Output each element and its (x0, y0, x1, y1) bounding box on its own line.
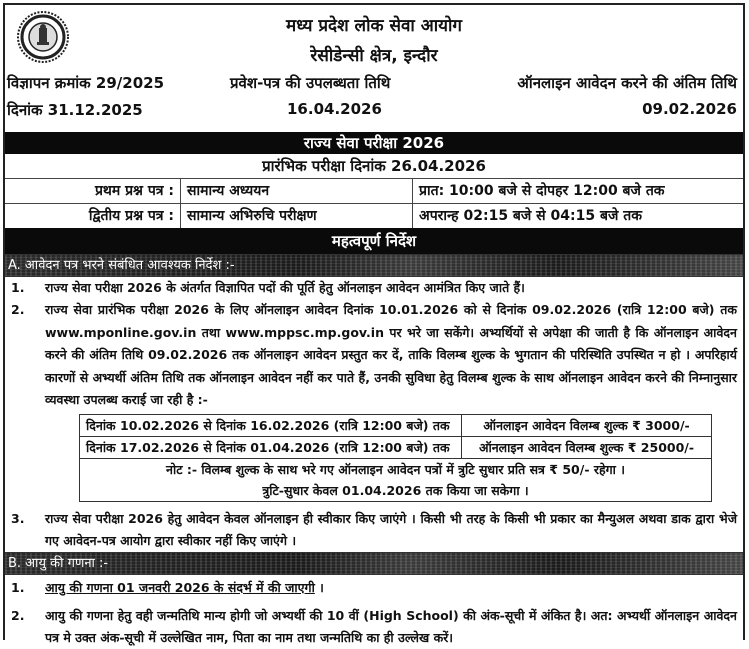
fee-note-line1: नोट :- विलम्ब शुल्क के साथ भरे गए ऑनलाइन आवेदन पत्रों में त्रुटि सुधार प्रति सत्र ₹ 50/- रहेगा । (166, 461, 625, 477)
paper-label: द्वितीय प्रश्न पत्र : (5, 204, 181, 228)
item-text: आयु की गणना हेतु वही जन्मतिथि मान्य होगी जो अभ्यर्थी की 10 वीं (High School) की अंक-सूची में अंकित है। अत: अभ्यर्थी ऑनलाइन आवेदन पत्र मे उक्त अंक-सूची में उल्लेखित नाम, पिता का नाम तथा जन्मतिथि का ही उल्लेख करें। (45, 607, 737, 645)
paper-subject: सामान्य अभिरुचि परीक्षण (181, 204, 413, 228)
paper-row (5, 204, 743, 228)
list-item (5, 299, 743, 412)
section-b-header: B. आयु की गणना :- (5, 552, 743, 575)
fee-period: दिनांक 10.02.2026 से दिनांक 16.02.2026 (रात्रि 12:00 बजे) तक (80, 415, 462, 436)
item-number: 2. (11, 302, 25, 317)
fee-amount: ऑनलाइन आवेदन विलम्ब शुल्क ₹ 25000/- (478, 439, 695, 455)
fee-note-line2: त्रुटि-सुधार केवल 01.04.2026 तक किया जा सकेगा । (262, 482, 529, 498)
item-number: 1. (11, 579, 25, 595)
prelim-date (5, 154, 743, 179)
item-number: 1. (11, 280, 25, 295)
section-a-header: A. आवेदन पत्र भरने संबंधित आवश्यक निर्देश :- (5, 254, 743, 277)
exam-title: राज्य सेवा परीक्षा 2026 (5, 132, 743, 154)
item-text: राज्य सेवा परीक्षा 2026 के अंतर्गत विज्ञापित पदों की पूर्ति हेतु ऑनलाइन आवेदन आमंत्रित किए जाते हैं। (45, 280, 525, 295)
org-name: मध्य प्रदेश लोक सेवा आयोग (286, 16, 462, 36)
item-text-wrap (45, 577, 743, 599)
fee-amount: ऑनलाइन आवेदन विलम्ब शुल्क ₹ 3000/- (483, 417, 690, 433)
item-text: राज्य सेवा परीक्षा 2026 हेतु आवेदन केवल ऑनलाइन ही स्वीकार किए जाएंगे । किसी भी तरह के किसी भी प्रकार का मैन्युअल अथवा डाक द्वारा भेजे गए आवेदन-पत्र आयोग द्वारा स्वीकार नहीं किए जाएंगे । (45, 510, 737, 548)
list-item (5, 277, 743, 299)
notice-header (5, 5, 743, 132)
list-item (5, 577, 743, 599)
admit-card-date: 16.04.2026 (287, 100, 382, 118)
item-suffix: । (314, 579, 324, 595)
paper-label: प्रथम प्रश्न पत्र : (5, 179, 181, 203)
last-date-label: ऑनलाइन आवेदन करने की अंतिम तिथि (517, 74, 737, 92)
fee-period: दिनांक 17.02.2026 से दिनांक 01.04.2026 (रात्रि 12:00 बजे) तक (80, 437, 462, 458)
item-number: 3. (11, 510, 25, 526)
item-text: राज्य सेवा प्रारंभिक परीक्षा 2026 के लिए ऑनलाइन आवेदन दिनांक 10.01.2026 को से दिनांक 09.02.2026 (रात्रि 12:00 बजे) तक www.mponline.gov.in तथा www.mppsc.mp.gov.in पर भरे जा सकेंगे। अभ्यर्थियों से अपेक्षा की जाती है कि ऑनलाइन आवेदन करने की अंतिम तिथि 09.02.2026 तक ऑनलाइन आवेदन प्रस्तुत कर दें, ताकि विलम्ब शुल्क के भुगतान की परिस्थिति उपस्थित न हो । अपरिहार्य कारणों से अभ्यर्थी अंतिम तिथि तक ऑनलाइन आवेदन नहीं कर पाते हैं, उनकी सुविधा हेतु विलम्ब शुल्क के साथ ऑनलाइन आवेदन करने की निम्नानुसार व्यवस्था उपलब्ध कराई जा रही है :- (45, 302, 737, 407)
late-fee-row (80, 415, 711, 437)
org-address: रेसीडेन्सी क्षेत्र, इन्दौर (310, 46, 438, 66)
advt-date: दिनांक 31.12.2025 (7, 101, 143, 119)
paper-row (5, 179, 743, 204)
paper-subject: सामान्य अध्ययन (181, 179, 413, 203)
list-item (5, 508, 743, 552)
important-instructions-title: महत्वपूर्ण निर्देश (5, 228, 743, 254)
list-item (5, 605, 743, 649)
paper-time: प्रात: 10:00 बजे से दोपहर 12:00 बजे तक (419, 183, 665, 199)
late-fee-row (80, 437, 711, 459)
item-text: आयु की गणना 01 जनवरी 2026 के संदर्भ में की जाएगी (45, 579, 315, 595)
last-date: 09.02.2026 (642, 100, 737, 118)
notice-page (3, 3, 745, 645)
paper-time: अपरान्ह 02:15 बजे से 04:15 बजे तक (419, 208, 642, 224)
admit-card-label: प्रवेश-पत्र की उपलब्धता तिथि (230, 74, 391, 92)
prelim-date-text: प्रारंभिक परीक्षा दिनांक 26.04.2026 (262, 157, 486, 175)
advt-number: विज्ञापन क्रमांक 29/2025 (7, 74, 165, 92)
late-fee-table (79, 414, 712, 502)
item-number: 2. (11, 607, 25, 623)
